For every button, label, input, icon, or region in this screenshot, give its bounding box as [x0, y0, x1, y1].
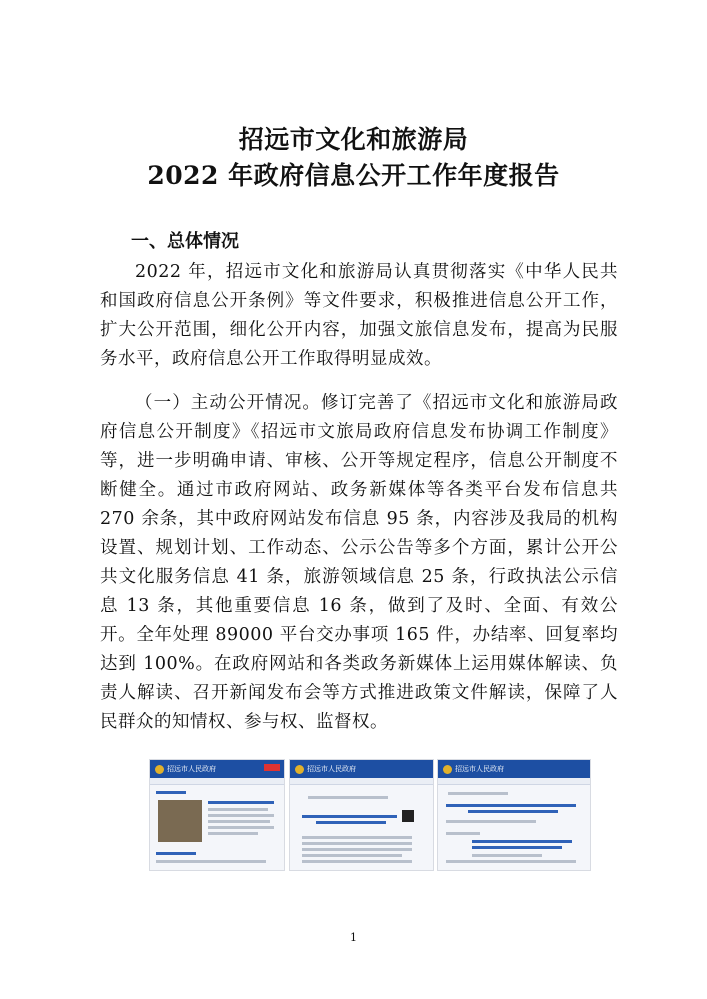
emblem-icon: [155, 765, 164, 774]
site-nav: [290, 778, 433, 785]
paragraph-body: 修订完善了《招远市文化和旅游局政府信息公开制度》《招远市文旅局政府信息发布协调工作制度》等，进一步明确申请、审核、公开等规定程序，信息公开制度不断健全。通过市政府网站、政务新媒体等各类平台发布信息共 270 余条，其中政府网站发布信息 95 条，内容涉及我局的机构设置、规划计划、工作动态、公示公告等多个方面，累计公开公共文化服务信息 41 条，旅游领域信息 25 条，行政执法公示信息 13 条，其他重要信息 16 条，做到了及时、全面、有效公开。全年处理 89000 平台交办事项 165 件，办结率、回复率均达到 100%。在政府网站和各类政务新媒体上运用媒体解读、负责人解读、召开新闻发布会等方式推进政策文件解读，保障了人民群众的知情权、参与权、监督权。: [100, 393, 618, 732]
page-number: 1: [350, 931, 357, 944]
website-screenshots: [149, 759, 589, 869]
website-screenshot-1: [149, 759, 285, 871]
qr-code: [402, 810, 414, 822]
site-nav: [150, 778, 284, 785]
report-title-line2: 2022 年政府信息公开工作年度报告: [147, 161, 560, 190]
report-title-line1: 招远市文化和旅游局: [238, 125, 469, 154]
news-photo: [158, 800, 202, 842]
site-nav: [438, 778, 590, 785]
emblem-icon: [295, 765, 304, 774]
site-name: 招远市人民政府: [307, 765, 356, 773]
section-heading: 一、总体情况: [131, 231, 239, 252]
header-badge: [264, 764, 280, 771]
emblem-icon: [443, 765, 452, 774]
paragraph-overview: 2022 年，招远市文化和旅游局认真贯彻落实《中华人民共和国政府信息公开条例》等文件要求，积极推进信息公开工作，扩大公开范围，细化公开内容，加强文旅信息发布，提高为民服务水平，政府信息公开工作取得明显成效。: [100, 262, 618, 369]
website-screenshot-2: [289, 759, 434, 871]
site-name: 招远市人民政府: [167, 765, 216, 773]
paragraph-lead: （一）主动公开情况。: [135, 393, 321, 413]
website-screenshot-3: [437, 759, 591, 871]
paragraph-active-disclosure: [100, 389, 618, 737]
site-name: 招远市人民政府: [455, 765, 504, 773]
